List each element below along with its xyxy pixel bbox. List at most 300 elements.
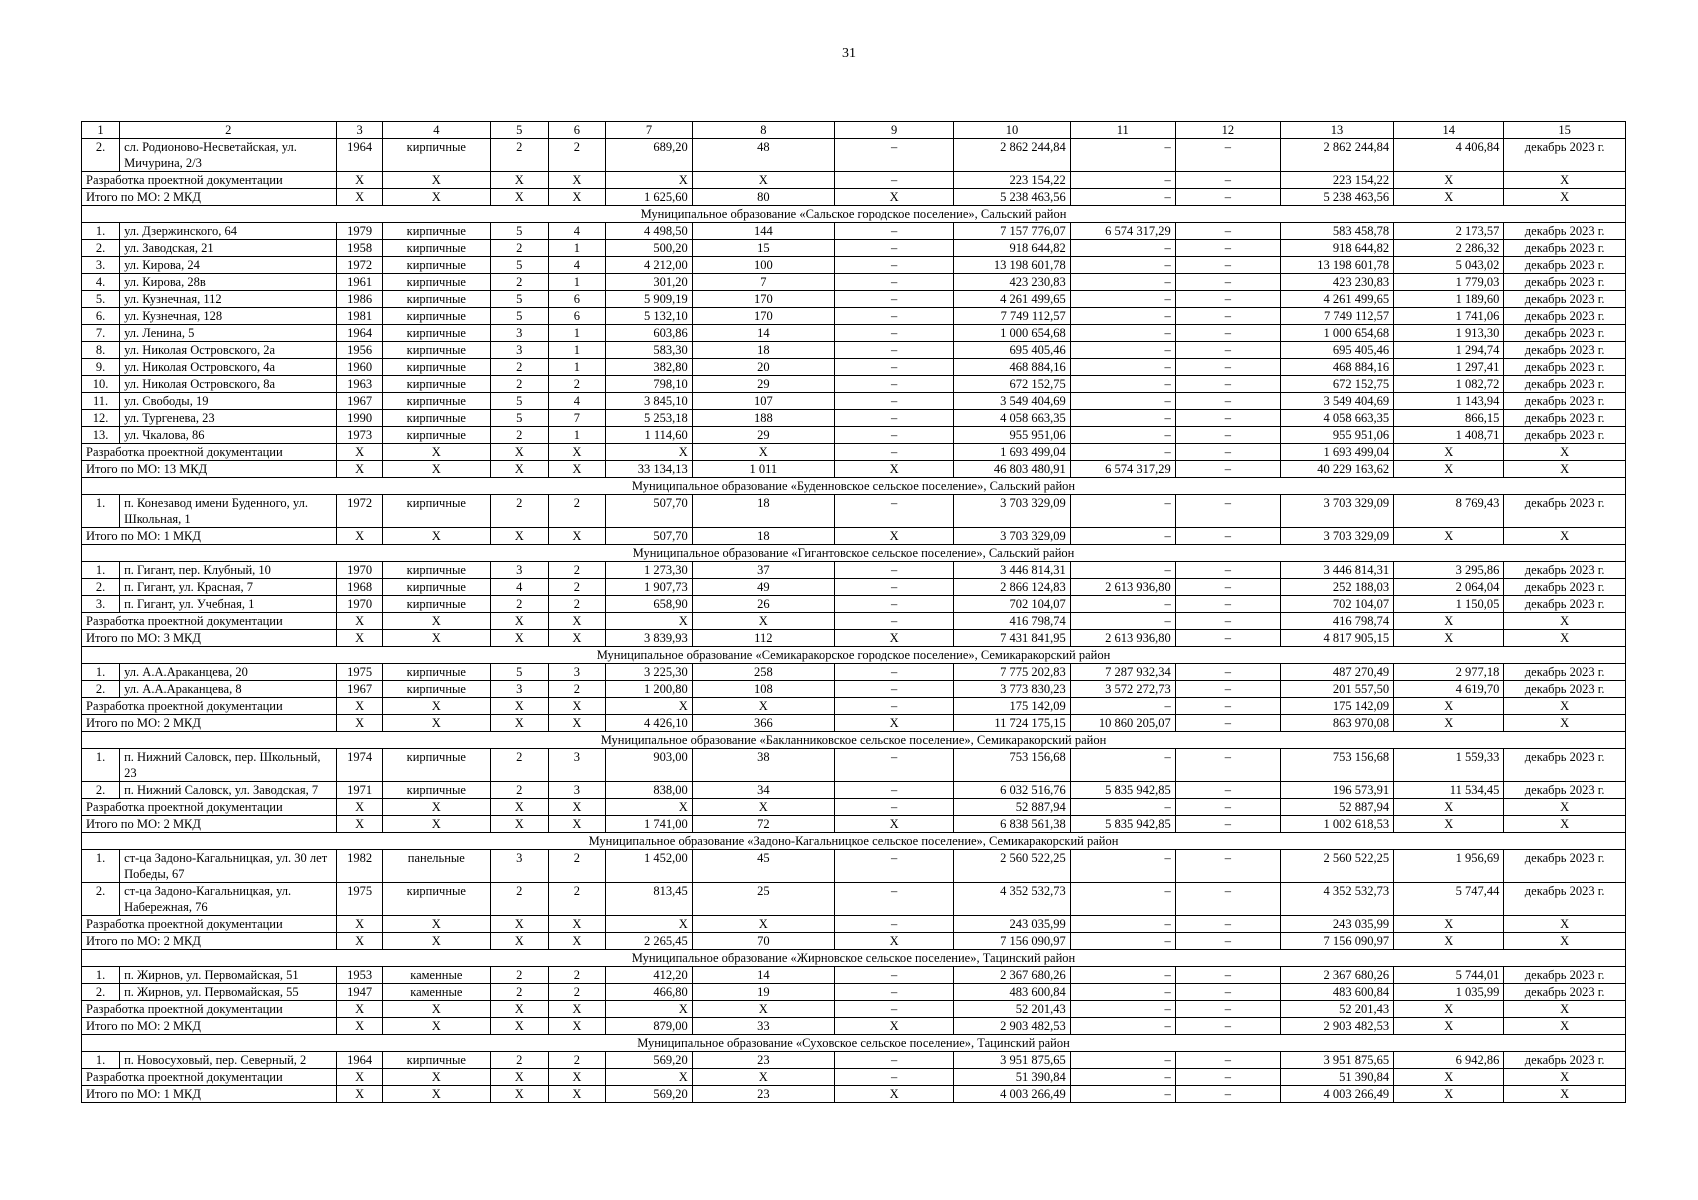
section-header-row [82,950,1626,967]
table-cell: декабрь 2023 г. [1504,596,1626,613]
table-cell: 1975 [337,664,382,681]
table-cell: – [1175,528,1280,545]
table-cell: – [1175,967,1280,984]
table-cell: 3 951 875,65 [1280,1052,1393,1069]
table-cell: – [834,257,953,274]
table-cell: 838,00 [606,782,693,799]
table-cell: Х [1394,528,1504,545]
table-cell: 80 [692,189,834,206]
table-cell: – [1070,799,1175,816]
table-cell: – [834,342,953,359]
table-cell: Х [337,1018,382,1035]
table-cell: декабрь 2023 г. [1504,664,1626,681]
table-cell: Х [1394,613,1504,630]
table-cell: 7 775 202,83 [954,664,1070,681]
table-cell: Х [606,1069,693,1086]
table-cell: 5. [82,291,120,308]
table-cell: декабрь 2023 г. [1504,359,1626,376]
table-cell: – [1070,596,1175,613]
table-cell: п. Гигант, ул. Учебная, 1 [120,596,337,613]
table-cell: декабрь 2023 г. [1504,274,1626,291]
table-cell: Х [490,698,548,715]
table-cell: 3 845,10 [606,393,693,410]
table-cell: Х [490,630,548,647]
table-cell: Х [548,172,606,189]
table-cell: – [1070,613,1175,630]
table-cell: декабрь 2023 г. [1504,393,1626,410]
table-cell: 2. [82,139,120,172]
table-cell: 175 142,09 [954,698,1070,715]
table-cell: 423 230,83 [1280,274,1393,291]
column-number-row [82,122,1626,139]
table-cell: 252 188,03 [1280,579,1393,596]
table-cell: 1 907,73 [606,579,693,596]
table-cell: Х [606,444,693,461]
table-cell: – [834,376,953,393]
table-row [82,579,1626,596]
table-cell: 3 [490,562,548,579]
table-cell: 1956 [337,342,382,359]
table-cell: – [1070,1018,1175,1035]
table-cell: 38 [692,749,834,782]
table-cell: Х [337,698,382,715]
table-cell: 45 [692,850,834,883]
table-cell: Х [692,799,834,816]
table-row [82,562,1626,579]
table-cell: 223 154,22 [954,172,1070,189]
table-cell: 1990 [337,410,382,427]
table-cell: 107 [692,393,834,410]
table-cell: 753 156,68 [1280,749,1393,782]
table-cell: 2. [82,579,120,596]
table-cell: 2 [548,883,606,916]
table-cell: кирпичные [382,596,490,613]
table-cell: 2 265,45 [606,933,693,950]
table-cell: ул. Кузнечная, 112 [120,291,337,308]
table-cell: 29 [692,376,834,393]
table-cell: 468 884,16 [954,359,1070,376]
table-cell: 695 405,46 [1280,342,1393,359]
section-title: Муниципальное образование «Семикаракорское городское поселение», Семикаракорский район [82,647,1626,664]
table-cell: декабрь 2023 г. [1504,984,1626,1001]
table-cell: 2 [548,376,606,393]
table-cell: Х [548,799,606,816]
table-cell: кирпичные [382,240,490,257]
table-cell: – [834,782,953,799]
table-cell: 366 [692,715,834,732]
table-cell: ул. Свободы, 19 [120,393,337,410]
table-cell: – [834,579,953,596]
table-row [82,749,1626,782]
table-cell: 13 [1280,122,1393,139]
table-cell: Итого по МО: 3 МКД [82,630,337,647]
table-cell: 2 977,18 [1394,664,1504,681]
table-cell: Х [548,613,606,630]
table-cell: 6 [548,308,606,325]
table-cell: 1960 [337,359,382,376]
table-cell: 15 [692,240,834,257]
table-cell: 243 035,99 [1280,916,1393,933]
summary-row [82,613,1626,630]
table-cell: 695 405,46 [954,342,1070,359]
table-cell: 7 [692,274,834,291]
table-cell: 6 574 317,29 [1070,223,1175,240]
table-cell: 1 [548,325,606,342]
table-row [82,782,1626,799]
table-cell: 37 [692,562,834,579]
table-cell: 2 862 244,84 [954,139,1070,172]
table-cell: 412,20 [606,967,693,984]
table-cell: 955 951,06 [954,427,1070,444]
table-cell: 6 838 561,38 [954,816,1070,833]
table-cell: 702 104,07 [1280,596,1393,613]
table-cell: – [1175,1069,1280,1086]
table-cell: – [834,1069,953,1086]
table-cell: 6 [548,291,606,308]
table-cell: 2. [82,883,120,916]
table-cell: 7 749 112,57 [1280,308,1393,325]
table-cell: – [1175,916,1280,933]
section-header-row [82,206,1626,223]
table-cell: Х [548,916,606,933]
table-cell: 4 352 532,73 [1280,883,1393,916]
table-cell: Х [548,630,606,647]
table-cell: Х [337,1001,382,1018]
table-cell: Х [1394,172,1504,189]
table-cell: 1. [82,562,120,579]
table-cell: Х [490,444,548,461]
table-cell: – [834,967,953,984]
table-cell: 5 [490,291,548,308]
table-cell: 2 613 936,80 [1070,630,1175,647]
table-cell: 201 557,50 [1280,681,1393,698]
table-cell: 672 152,75 [1280,376,1393,393]
table-cell: – [1175,579,1280,596]
table-row [82,359,1626,376]
table-cell: 4 003 266,49 [954,1086,1070,1103]
table-cell: Х [692,1001,834,1018]
table-cell: Итого по МО: 2 МКД [82,715,337,732]
table-cell: ул. А.А.Араканцева, 20 [120,664,337,681]
table-cell: Итого по МО: 1 МКД [82,1086,337,1103]
table-cell: 2. [82,984,120,1001]
table-cell: Х [1504,189,1626,206]
table-cell: 51 390,84 [1280,1069,1393,1086]
table-cell: – [834,274,953,291]
table-cell: 14 [1394,122,1504,139]
table-cell: 2 [490,883,548,916]
table-row [82,308,1626,325]
table-cell: 258 [692,664,834,681]
table-cell: Х [606,1001,693,1018]
table-cell: – [1070,257,1175,274]
table-cell: декабрь 2023 г. [1504,681,1626,698]
table-cell: 1970 [337,596,382,613]
table-cell: 507,70 [606,495,693,528]
table-cell: 3 572 272,73 [1070,681,1175,698]
table-cell: 1 [548,342,606,359]
table-row [82,883,1626,916]
table-cell: – [834,984,953,1001]
table-cell: 15 [1504,122,1626,139]
table-cell: 1 [548,427,606,444]
table-cell: 6 574 317,29 [1070,461,1175,478]
table-cell: п. Гигант, пер. Клубный, 10 [120,562,337,579]
table-row [82,393,1626,410]
table-cell: Итого по МО: 2 МКД [82,933,337,950]
table-cell: Х [1504,1001,1626,1018]
table-cell: 672 152,75 [954,376,1070,393]
table-cell: 2. [82,782,120,799]
table-cell: 4 058 663,35 [1280,410,1393,427]
table-cell: – [1070,342,1175,359]
table-cell: 798,10 [606,376,693,393]
table-cell: ул. Николая Островского, 2а [120,342,337,359]
table-cell: 1 200,80 [606,681,693,698]
table-cell: Х [490,916,548,933]
table-cell: п. Гигант, ул. Красная, 7 [120,579,337,596]
table-cell: 1 559,33 [1394,749,1504,782]
table-cell: 423 230,83 [954,274,1070,291]
table-cell: Х [490,189,548,206]
table-cell: 23 [692,1052,834,1069]
table-cell: 52 201,43 [954,1001,1070,1018]
table-cell: 2 [490,984,548,1001]
section-header-row [82,478,1626,495]
table-cell: 2 613 936,80 [1070,579,1175,596]
table-cell: 903,00 [606,749,693,782]
table-cell: 1961 [337,274,382,291]
section-title: Муниципальное образование «Суховское сельское поселение», Тацинский район [82,1035,1626,1052]
table-cell: 2 [548,984,606,1001]
table-cell: 11 534,45 [1394,782,1504,799]
table-cell: Х [382,461,490,478]
table-cell: – [1175,681,1280,698]
table-cell: 196 573,91 [1280,782,1393,799]
table-cell: – [1175,172,1280,189]
table-cell: 6 942,86 [1394,1052,1504,1069]
table-cell: Х [834,528,953,545]
table-cell: – [1070,189,1175,206]
table-row [82,681,1626,698]
table-cell: 48 [692,139,834,172]
table-cell: 18 [692,342,834,359]
table-cell: Х [1504,1086,1626,1103]
section-title: Муниципальное образование «Гигантовское сельское поселение», Сальский район [82,545,1626,562]
table-cell: кирпичные [382,749,490,782]
table-cell: 4 003 266,49 [1280,1086,1393,1103]
table-cell: 5 043,02 [1394,257,1504,274]
table-cell: Х [490,1069,548,1086]
table-row [82,427,1626,444]
table-cell: Х [548,444,606,461]
table-cell: – [1070,933,1175,950]
table-cell: 2 [548,967,606,984]
table-cell: – [1070,528,1175,545]
table-body [82,122,1626,1103]
table-cell: – [1070,359,1175,376]
table-cell: 6. [82,308,120,325]
table-row [82,274,1626,291]
table-cell: 52 887,94 [1280,799,1393,816]
table-cell: 2 [548,1052,606,1069]
table-cell: 569,20 [606,1052,693,1069]
table-cell: 1982 [337,850,382,883]
table-cell: 5 132,10 [606,308,693,325]
table-cell: Х [1394,1086,1504,1103]
section-title: Муниципальное образование «Бакланниковское сельское поселение», Семикаракорский район [82,732,1626,749]
table-cell: 500,20 [606,240,693,257]
table-cell: 2 [548,850,606,883]
table-cell: Х [382,715,490,732]
table-cell: 2 866 124,83 [954,579,1070,596]
table-cell: 34 [692,782,834,799]
table-cell: Х [490,528,548,545]
table-cell: декабрь 2023 г. [1504,495,1626,528]
table-cell: 603,86 [606,325,693,342]
table-cell: 416 798,74 [954,613,1070,630]
table-cell: 5 [490,410,548,427]
table-cell: – [834,916,953,933]
table-row [82,984,1626,1001]
table-cell: – [1175,630,1280,647]
table-cell: – [1175,782,1280,799]
table-cell: Х [490,172,548,189]
table-cell: 1967 [337,681,382,698]
table-cell: – [1070,698,1175,715]
table-cell: декабрь 2023 г. [1504,850,1626,883]
table-cell: п. Новосуховый, пер. Северный, 2 [120,1052,337,1069]
summary-row [82,715,1626,732]
table-cell: 5 747,44 [1394,883,1504,916]
table-cell: 33 134,13 [606,461,693,478]
table-cell: 4 406,84 [1394,139,1504,172]
table-cell: Итого по МО: 2 МКД [82,1018,337,1035]
table-cell: – [1175,291,1280,308]
table-row [82,664,1626,681]
table-cell: 1 002 618,53 [1280,816,1393,833]
table-cell: 2 [490,359,548,376]
table-cell: Х [548,715,606,732]
table-cell: 223 154,22 [1280,172,1393,189]
table-cell: Х [382,444,490,461]
table-cell: ул. Тургенева, 23 [120,410,337,427]
table-cell: ул. Чкалова, 86 [120,427,337,444]
table-cell: 4 058 663,35 [954,410,1070,427]
table-cell: 1 000 654,68 [954,325,1070,342]
table-cell: декабрь 2023 г. [1504,308,1626,325]
table-cell: – [1175,376,1280,393]
table-cell: кирпичные [382,393,490,410]
table-cell: 51 390,84 [954,1069,1070,1086]
table-cell: Итого по МО: 1 МКД [82,528,337,545]
table-cell: – [1070,562,1175,579]
table-cell: 7 157 776,07 [954,223,1070,240]
table-cell: 4 [548,257,606,274]
table-cell: – [834,359,953,376]
table-cell: Х [490,933,548,950]
table-cell: – [1175,240,1280,257]
table-cell: Х [834,816,953,833]
table-cell: – [1070,274,1175,291]
section-title: Муниципальное образование «Жирновское сельское поселение», Тацинский район [82,950,1626,967]
table-cell: – [1070,1001,1175,1018]
table-cell: 7 [548,410,606,427]
table-cell: – [1175,984,1280,1001]
table-cell: 8 769,43 [1394,495,1504,528]
table-cell: Итого по МО: 13 МКД [82,461,337,478]
table-cell: ст-ца Задоно-Кагальницкая, ул. Набережная, 76 [120,883,337,916]
section-title: Муниципальное образование «Буденновское сельское поселение», Сальский район [82,478,1626,495]
table-cell: 1 [548,359,606,376]
table-cell: 2 903 482,53 [954,1018,1070,1035]
table-cell: 1 693 499,04 [954,444,1070,461]
table-cell: 11 [1070,122,1175,139]
table-cell: Х [1504,528,1626,545]
section-header-row [82,545,1626,562]
table-cell: Х [1504,613,1626,630]
table-cell: 144 [692,223,834,240]
table-cell: Х [1504,715,1626,732]
table-cell: 4 [382,122,490,139]
table-cell: 3 703 329,09 [1280,528,1393,545]
table-cell: 108 [692,681,834,698]
summary-row [82,933,1626,950]
table-cell: кирпичные [382,681,490,698]
table-cell: кирпичные [382,139,490,172]
table-cell: 10 860 205,07 [1070,715,1175,732]
table-cell: 7 156 090,97 [1280,933,1393,950]
table-cell: 72 [692,816,834,833]
table-cell: 1964 [337,139,382,172]
table-cell: 5 835 942,85 [1070,816,1175,833]
table-cell: 10. [82,376,120,393]
table-cell: ул. Кузнечная, 128 [120,308,337,325]
table-cell: кирпичные [382,1052,490,1069]
table-cell: – [834,664,953,681]
table-cell: – [1070,984,1175,1001]
table-cell: 1 741,06 [1394,308,1504,325]
table-cell: – [1070,240,1175,257]
table-cell: 583 458,78 [1280,223,1393,240]
table-cell: Х [382,1069,490,1086]
table-cell: 2 [490,1052,548,1069]
table-cell: Х [1504,933,1626,950]
table-cell: Х [382,630,490,647]
table-cell: 3 [490,850,548,883]
table-cell: 918 644,82 [954,240,1070,257]
table-cell: – [834,596,953,613]
table-cell: Х [337,799,382,816]
table-cell: – [1175,342,1280,359]
table-cell: 3 225,30 [606,664,693,681]
table-cell: ст-ца Задоно-Кагальницкая, ул. 30 лет Победы, 67 [120,850,337,883]
table-cell: 2 903 482,53 [1280,1018,1393,1035]
table-cell: кирпичные [382,495,490,528]
table-cell: 46 803 480,91 [954,461,1070,478]
table-cell: Х [337,933,382,950]
table-cell: Х [337,189,382,206]
table-cell: – [834,495,953,528]
table-cell: – [1070,850,1175,883]
table-cell: 3 446 814,31 [954,562,1070,579]
table-cell: – [1070,393,1175,410]
table-cell: – [834,444,953,461]
table-cell: декабрь 2023 г. [1504,325,1626,342]
table-cell: 40 229 163,62 [1280,461,1393,478]
table-cell: – [1070,1069,1175,1086]
table-cell: 5 [490,308,548,325]
